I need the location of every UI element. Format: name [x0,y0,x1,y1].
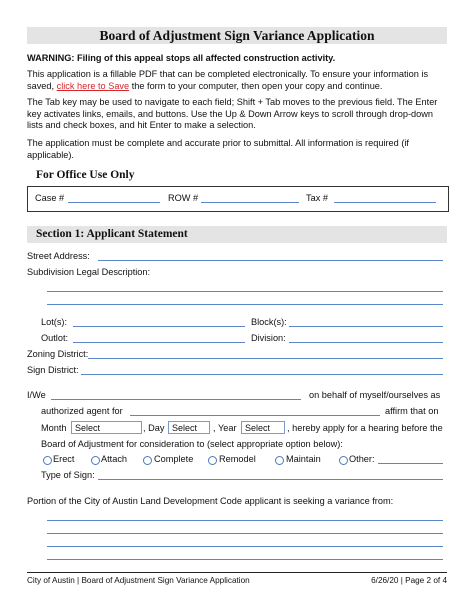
subdivision-label: Subdivision Legal Description: [27,267,151,277]
month-select[interactable]: Select [71,421,142,434]
outlot-label: Outlot: [41,333,69,343]
intro-paragraph [27,69,447,92]
type-of-sign-field[interactable] [98,479,443,480]
remodel-label: Remodel [219,454,256,464]
page-title: Board of Adjustment Sign Variance Application [99,28,375,43]
case-label: Case # [35,193,65,203]
portion-field-4[interactable] [47,559,443,560]
maintain-label: Maintain [286,454,321,464]
agent-for-label: authorized agent for [41,406,123,416]
complete-label: Complete [154,454,194,464]
other-field[interactable] [378,463,443,464]
office-use-heading: For Office Use Only [36,169,135,181]
save-link[interactable]: click here to Save [56,80,130,91]
blocks-field[interactable] [289,326,443,327]
footer-right: 6/26/20 | Page 2 of 4 [371,576,447,585]
on-behalf-label: on behalf of myself/ourselves as [309,390,441,400]
complete-radio[interactable] [143,456,152,465]
attach-label: Attach [101,454,128,464]
other-label: Other: [349,454,375,464]
other-radio[interactable] [339,456,348,465]
office-use-box [27,186,449,212]
warning-text: WARNING: Filing of this appeal stops all affected construction activity. [27,53,336,63]
day-label: , Day [143,423,165,433]
hereby-label: , hereby apply for a hearing before the [287,423,443,433]
iwe-field[interactable] [51,399,301,400]
tax-label: Tax # [306,193,328,203]
intro-text-1: This application is a fillable PDF that can be completed electronically. To ensure your information is saved, [27,69,429,91]
lots-field[interactable] [73,326,245,327]
portion-field-2[interactable] [47,533,443,534]
street-field[interactable] [98,260,443,261]
affirm-label: affirm that on [385,406,439,416]
case-field[interactable] [68,202,160,203]
day-select[interactable]: Select [168,421,210,434]
sign-district-label: Sign District: [27,365,79,375]
division-field[interactable] [289,342,443,343]
division-label: Division: [251,333,286,343]
tax-field[interactable] [334,202,436,203]
row-label: ROW # [168,193,199,203]
subdivision-field-1[interactable] [47,291,443,292]
section1-heading: Section 1: Applicant Statement [36,228,188,240]
attach-radio[interactable] [91,456,100,465]
type-of-sign-label: Type of Sign: [41,470,95,480]
outlot-field[interactable] [73,342,245,343]
agent-for-field[interactable] [130,415,380,416]
subdivision-field-2[interactable] [47,304,443,305]
erect-label: Erect [53,454,75,464]
maintain-radio[interactable] [275,456,284,465]
zoning-field[interactable] [88,358,443,359]
portion-field-3[interactable] [47,546,443,547]
row-field[interactable] [201,202,299,203]
complete-note: The application must be complete and accurate prior to submittal. All information is required (if applicable). [27,138,409,160]
portion-label: Portion of the City of Austin Land Development Code applicant is seeking a variance from: [27,496,394,506]
iwe-label: I/We [27,390,46,400]
tab-key-note: The Tab key may be used to navigate to each field; Shift + Tab moves to the previous field. The Enter key activates links, emails, and buttons. Use the Up & Down Arrow keys to scroll through drop-down lists and check boxes, and hit Enter to make a selection. [27,97,438,131]
footer-left: City of Austin | Board of Adjustment Sign Variance Application [27,576,250,585]
portion-field-1[interactable] [47,520,443,521]
remodel-radio[interactable] [208,456,217,465]
erect-radio[interactable] [43,456,52,465]
year-label: , Year [213,423,237,433]
zoning-label: Zoning District: [27,349,89,359]
month-label: Month [41,423,67,433]
street-label: Street Address: [27,251,90,261]
year-select[interactable]: Select [241,421,285,434]
lots-label: Lot(s): [41,317,68,327]
sign-district-field[interactable] [81,374,443,375]
blocks-label: Block(s): [251,317,287,327]
intro-text-2: the form to your computer, then open your copy and continue. [129,80,383,91]
footer-rule [27,572,447,573]
board-label: Board of Adjustment for consideration to (select appropriate option below): [41,439,343,449]
